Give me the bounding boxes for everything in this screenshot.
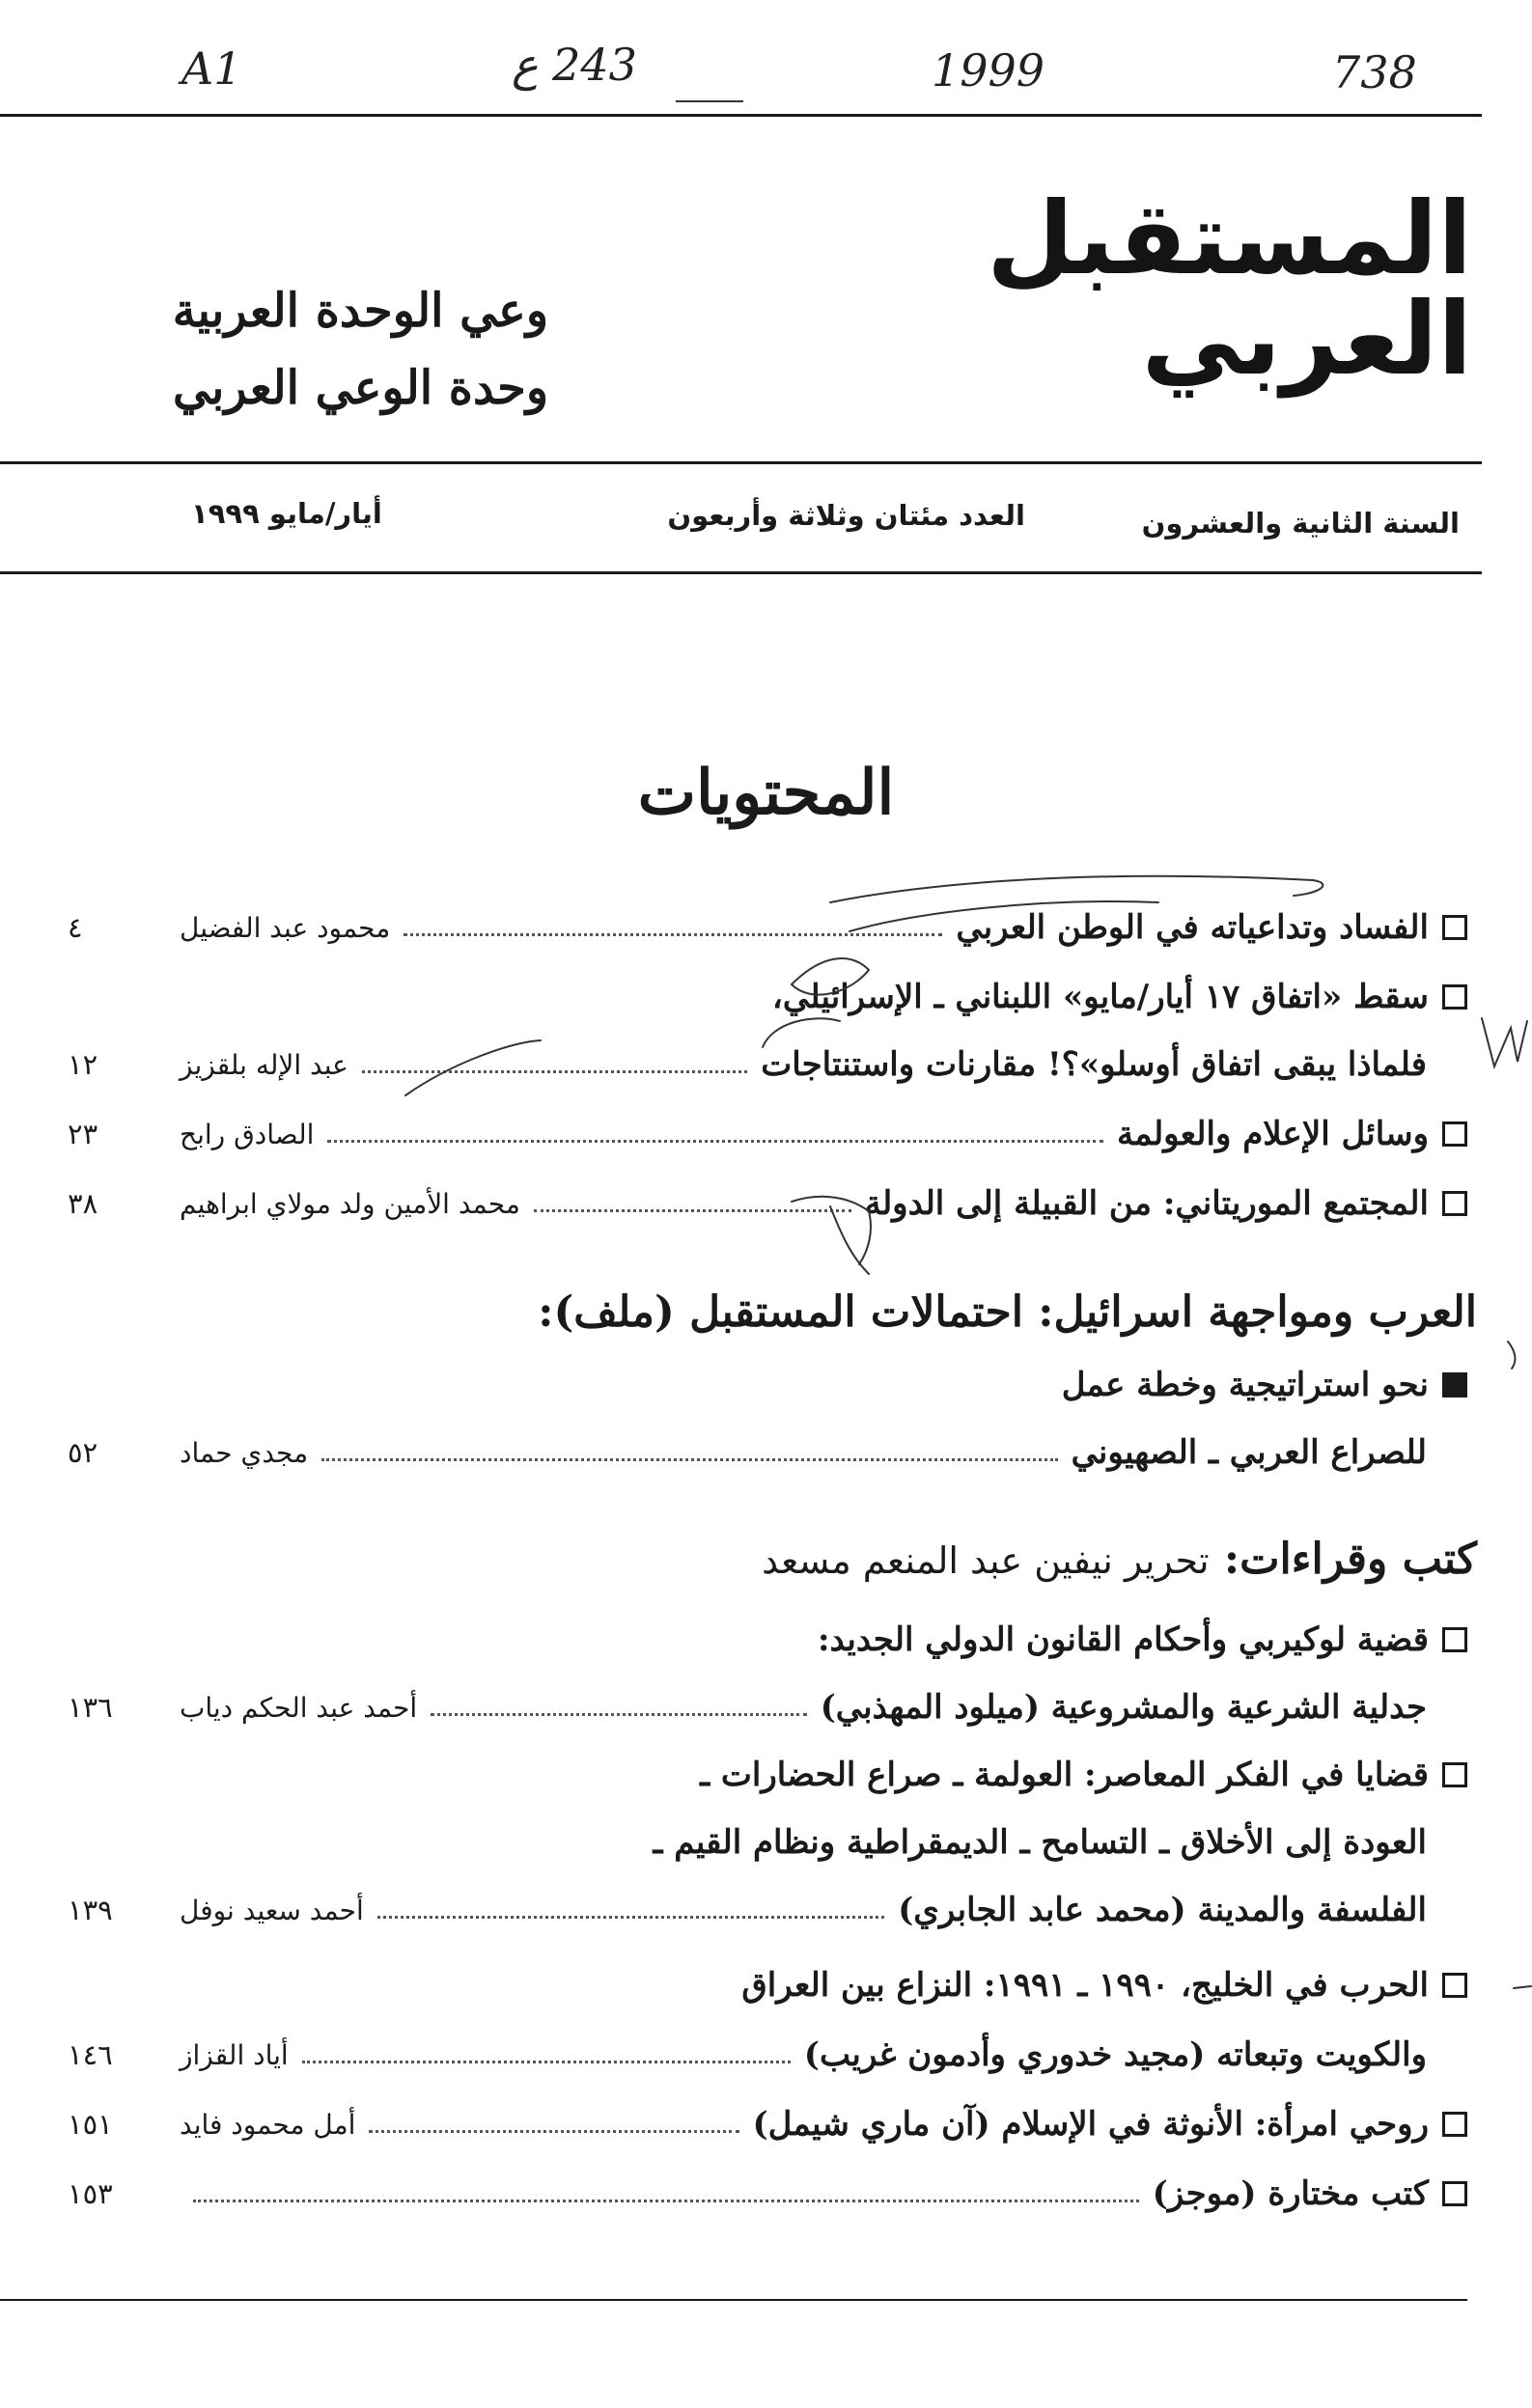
slogan-line-1: وعي الوحدة العربية xyxy=(172,284,548,338)
handwritten-code-mid: 243 ع xyxy=(512,39,637,91)
entry-title: كتب مختارة (موجز) xyxy=(1152,2174,1429,2213)
entry-author: أحمد عبد الحكم دياب xyxy=(180,1691,418,1724)
entry-author: محمد الأمين ولد مولاي ابراهيم xyxy=(180,1187,520,1220)
entry-page: ١٥١ xyxy=(68,2108,113,2141)
entry-title: الحرب في الخليج، ١٩٩٠ ـ ١٩٩١: النزاع بين العراق xyxy=(741,1966,1429,2005)
entry-title: الفلسفة والمدينة (محمد عابد الجابري) xyxy=(898,1891,1427,1929)
entry-page: ٢٣ xyxy=(68,1118,98,1150)
entry-title: المجتمع الموريتاني: من القبيلة إلى الدولة xyxy=(864,1184,1429,1223)
entry-page: ٥٢ xyxy=(68,1436,98,1469)
entry-title: قضية لوكيربي وأحكام القانون الدولي الجديد: xyxy=(817,1620,1429,1659)
entry-title: الفساد وتداعياته في الوطن العربي xyxy=(956,908,1429,947)
books-heading-label: كتب وقراءات: xyxy=(1223,1535,1477,1584)
entry-title: قضايا في الفكر المعاصر: العولمة ـ صراع الحضارات ـ xyxy=(700,1756,1429,1794)
slogan-line-2: وحدة الوعي العربي xyxy=(173,361,548,415)
entry-title: نحو استراتيجية وخطة عمل xyxy=(1061,1366,1429,1404)
entry-page: ١٢ xyxy=(68,1048,98,1081)
magazine-logo: المستقبل العربي xyxy=(987,180,1472,398)
entry-author: أمل محمود فايد xyxy=(180,2108,356,2141)
issue-year: السنة الثانية والعشرون xyxy=(1141,507,1460,540)
issue-date: أيار/مايو ١٩٩٩ xyxy=(191,497,382,530)
books-editor: تحرير نيفين عبد المنعم مسعد xyxy=(762,1539,1210,1582)
dossier-heading: العرب ومواجهة اسرائيل: احتمالات المستقبل (ملف): xyxy=(538,1287,1477,1337)
handwritten-year: 1999 xyxy=(932,44,1045,97)
entry-page: ١٣٦ xyxy=(68,1691,113,1724)
entry-title: سقط «اتفاق ١٧ أيار/مايو» اللبناني ـ الإسرائيلي، xyxy=(771,978,1429,1016)
entry-title: روحي امرأة: الأنوثة في الإسلام (آن ماري شيمل) xyxy=(752,2105,1429,2144)
entry-title: للصراع العربي ـ الصهيوني xyxy=(1071,1433,1427,1472)
handwritten-number: 738 xyxy=(1332,46,1417,98)
entry-page: ١٣٩ xyxy=(68,1894,113,1926)
entry-title: جدلية الشرعية والمشروعية (ميلود المهذبي) xyxy=(820,1688,1427,1727)
entry-page: ١٤٦ xyxy=(68,2038,113,2071)
entry-author: أحمد سعيد نوفل xyxy=(180,1894,364,1926)
entry-author: أياد القزاز xyxy=(180,2038,289,2071)
entry-author: الصادق رابح xyxy=(180,1118,315,1150)
entry-page: ٤ xyxy=(68,911,83,944)
entry-title: والكويت وتبعاته (مجيد خدوري وأدمون غريب) xyxy=(803,2035,1427,2074)
entry-author: محمود عبد الفضيل xyxy=(180,911,391,944)
entry-author: مجدي حماد xyxy=(180,1436,309,1469)
issue-number: العدد مئتان وثلاثة وأربعون xyxy=(667,499,1025,532)
entry-author: عبد الإله بلقزيز xyxy=(180,1048,348,1081)
entry-page: ٣٨ xyxy=(68,1187,98,1220)
entry-title: العودة إلى الأخلاق ـ التسامح ـ الديمقراطية ونظام القيم ـ xyxy=(653,1823,1427,1862)
contents-title: المحتويات xyxy=(637,757,895,829)
entry-title: فلماذا يبقى اتفاق أوسلو»؟! مقارنات واستنتاجات xyxy=(761,1045,1427,1084)
handwritten-code-left: A1 xyxy=(181,42,242,95)
entry-page: ١٥٣ xyxy=(68,2177,113,2210)
entry-title: وسائل الإعلام والعولمة xyxy=(1116,1115,1429,1153)
